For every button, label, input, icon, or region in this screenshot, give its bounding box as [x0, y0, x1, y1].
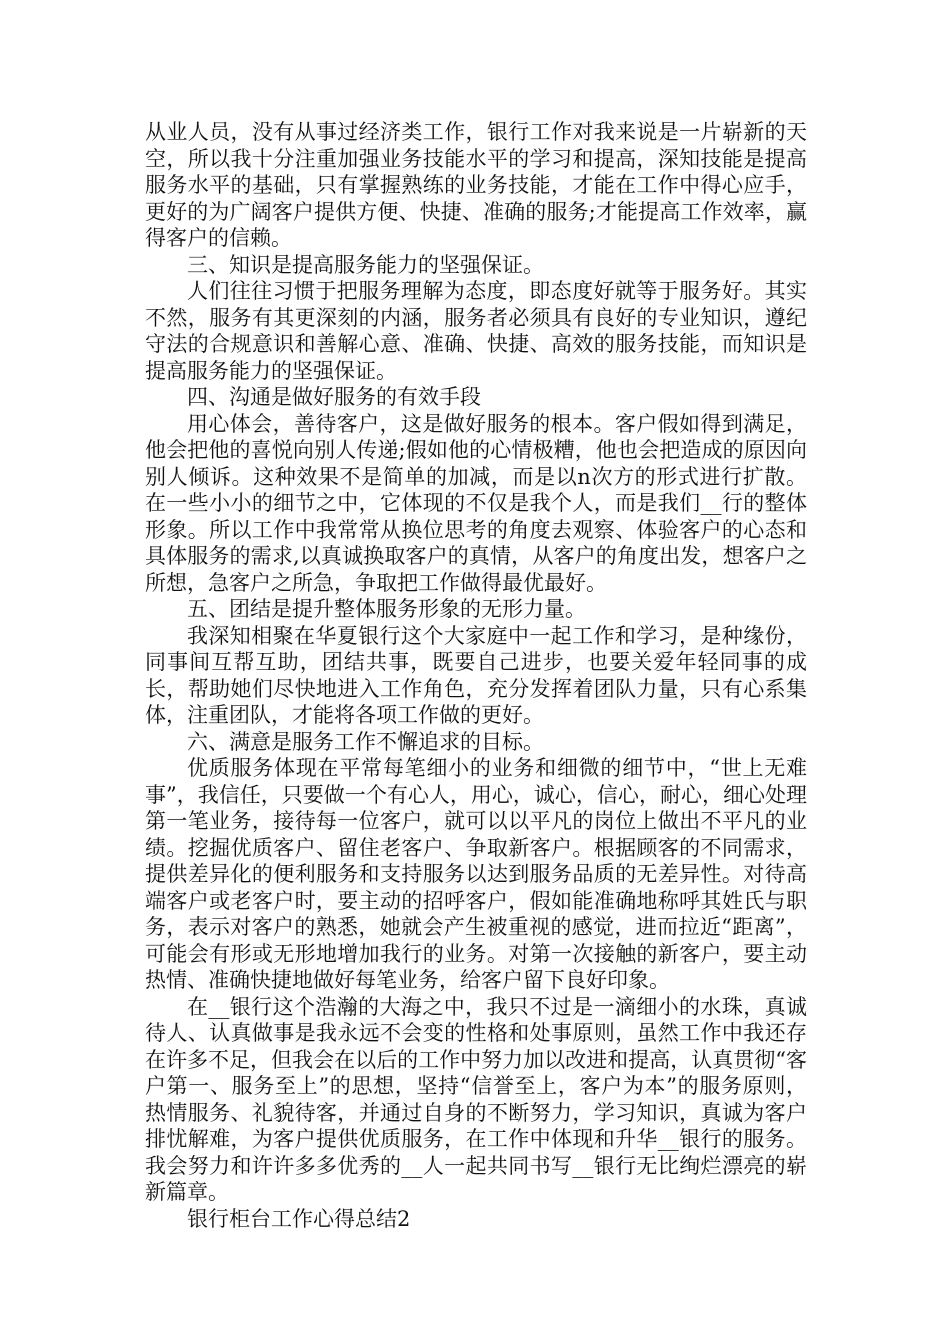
paragraph: 优质服务体现在平常每笔细小的业务和细微的细节中，“世上无难事”，我信任，只要做一个有心人，用心，诚心，信心，耐心，细心处理第一笔业务，接待每一位客户，就可以以平凡的岗位上做出不平凡的业绩。挖掘优质客户、留住老客户、争取新客户。根据顾客的不同需求，提供差异化的便利服务和支持服务以达到服务品质的无差异性。对待高端客户或老客户时，要主动的招呼客户，假如能准确地称呼其姓氏与职务，表示对客户的熟悉，她就会产生被重视的感觉，进而拉近“距离”，可能会有形或无形地增加我行的业务。对第一次接触的新客户，要主动热情、准确快捷地做好每笔业务，给客户留下良好印象。: [145, 756, 807, 992]
document-body: [145, 119, 807, 1232]
paragraph: 我深知相聚在华夏银行这个大家庭中一起工作和学习，是种缘份，同事间互帮互助，团结共事，既要自己进步，也要关爱年轻同事的成长，帮助她们尽快地进入工作角色，充分发挥着团队力量，只有心系集体，注重团队，才能将各项工作做的更好。: [145, 623, 807, 727]
section-heading-3: 三、知识是提高服务能力的坚强保证。: [187, 252, 544, 277]
paragraph: 在__银行这个浩瀚的大海之中，我只不过是一滴细小的水珠，真诚待人、认真做事是我永远不会变的性格和处事原则，虽然工作中我还存在许多不足，但我会在以后的工作中努力加以改进和提高，认真贯彻“客户第一、服务至上”的思想，坚持“信誉至上，客户为本”的服务原则，热情服务、礼貌待客，并通过自身的不断努力，学习知识，真诚为客户排忧解难，为客户提供优质服务，在工作中体现和升华__银行的服务。我会努力和许许多多优秀的__人一起共同书写__银行无比绚烂漂亮的崭新篇章。: [145, 994, 807, 1204]
paragraph: 人们往往习惯于把服务理解为态度，即态度好就等于服务好。其实不然，服务有其更深刻的内涵，服务者必须具有良好的专业知识，遵纪守法的合规意识和善解心意、准确、快捷、高效的服务技能，而知识是提高服务能力的坚强保证。: [145, 279, 807, 383]
section-heading-4: 四、沟通是做好服务的有效手段: [187, 385, 481, 409]
section-heading-5: 五、团结是提升整体服务形象的无形力量。: [187, 597, 586, 621]
paragraph: 用心体会，善待客户，这是做好服务的根本。客户假如得到满足，他会把他的喜悦向别人传递;假如他的心情极糟，他也会把造成的原因向别人倾诉。这种效果不是简单的加减，而是以n次方的形式进行扩散。在一些小小的细节之中，它体现的不仅是我个人，而是我们__行的整体形象。所以工作中我常常从换位思考的角度去观察、体验客户的心态和具体服务的需求,以真诚换取客户的真情，从客户的角度出发，想客户之所想，急客户之所急，争取把工作做得最优最好。: [145, 411, 807, 595]
document-subtitle: 银行柜台工作心得总结2: [187, 1206, 411, 1231]
paragraph-continued: 从业人员，没有从事过经济类工作，银行工作对我来说是一片崭新的天空，所以我十分注重加强业务技能水平的学习和提高，深知技能是提高服务水平的基础，只有掌握熟练的业务技能，才能在工作中得心应手，更好的为广阔客户提供方便、快捷、准确的服务;才能提高工作效率，赢得客户的信赖。: [145, 120, 807, 250]
section-heading-6: 六、满意是服务工作不懈追求的目标。: [187, 729, 544, 754]
